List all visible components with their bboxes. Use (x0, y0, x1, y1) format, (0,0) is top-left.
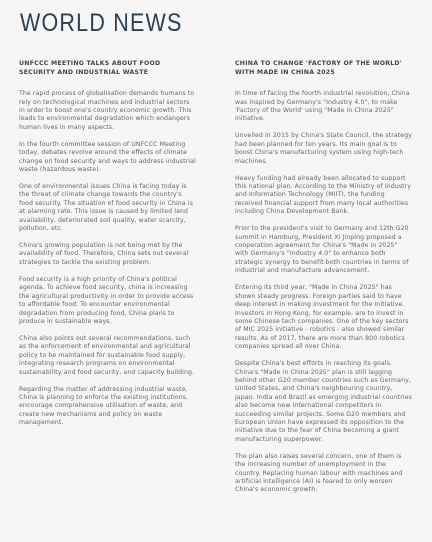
article-left-paragraph: One of environmental issues China is facing today is the threat of climate change towards the country's food security. The situation of food security in China is at alarming rate. This issue is caused by limited land availability, deteriorated soil quality, water scarcity, pollution, etc. (19, 183, 193, 233)
article-left (19, 60, 197, 436)
article-right-headline: CHINA TO CHANGE 'FACTORY OF THE WORLD' WITH MADE IN CHINA 2025 (235, 60, 402, 76)
article-right-paragraph: Prior to the president's visit to Germany and 12th G20 summit in Hamburg, President Xi Jinping proposed a cooperation agreement for China's "Made in 2025" with Germany's "Industry 4.0" to enhance both strategic synergy to benefit both countries in terms of industrial and manufacture advancement. (235, 225, 409, 275)
article-left-paragraph: China also points out several recommendations, such as the enforcement of environmental and agricultural policy to be maintained for sustainable food supply, integrating research programs on environmental sustainability and food security, and capacity building. (19, 334, 195, 376)
article-right-paragraph: Heavy funding had already been allocated to support this national plan. According to the Ministry of Industry and Information Technology (MIIT), the funding received financial support from many local authorities including China Development Bank. (235, 174, 412, 216)
article-left-paragraph: Regarding the matter of addressing industrial waste, China is planning to enforce the existing institutions, encourage comprehensive utilisation of waste, and create new mechanisms and policy on waste management. (19, 385, 189, 427)
article-right-paragraph: In time of facing the fourth industrial revolution, China was inspired by Germany's "Industry 4.0", to make 'Factory of the World' using "Made in China 2025" initiative. (235, 90, 410, 123)
article-right-paragraph: The plan also raises several concern, one of them is the increasing number of unemployment in the country. Replacing human labour with machines and artificial intelligence (AI) is feared to only worsen China's economic growth. (235, 452, 403, 494)
article-left-paragraph: The rapid process of globalisation demands humans to rely on technological machines and industrial sectors in order to boost one's country economic growth. This leads to environmental degradation which endangers human lives in many aspects. (19, 90, 195, 131)
article-right-paragraph: Despite China's best efforts in reaching its goals, China's "Made in China 2025" plan is still lagging behind other G20 member countries such as Germany, United States, and China's neighbouring country, Japan. India and Brazil as emerging industrial countries also become new international competitors in succeeding similar projects. Some G20 members and European Union have expressed its opposition to the initiative due to the fear of China becoming a giant manufacturing superpower. (235, 360, 412, 443)
article-right-paragraph: Entering its third year, "Made in China 2025" has shown steady progress. Foreign parties said to have deep interest in making investment for the initiative. Investors in Hong Kong, for example, are to invest in some Chinese tech companies. One of the key sectors of MIC 2025 initiative - robotics - also showed similar results. As of 2017, there are more than 800 robotics companies spread all over China. (235, 284, 409, 351)
masthead-title: WORLD NEWS (20, 9, 183, 37)
article-right (235, 60, 413, 503)
article-left-paragraph: Food security is a high priority of China's political agenda. To achieve food security, china is increasing the agricultural productivity in order to provide access to affordable food. To encounter environmental degradation from producing food, China plans to produce in sustainable ways. (19, 275, 194, 325)
article-left-paragraph: China's growing population is not being met by the availability of food. Therefore, China sets out several strategies to tackle the existing problem. (19, 242, 189, 266)
article-right-paragraph: Unveiled in 2015 by China's State Council, the strategy had been planned for ten years. Its main goal is to boost China's manufacturing system using high-tech machines. (235, 132, 412, 165)
article-left-paragraph: In the fourth committee session of UNFCCC Meeting today, debates revolve around the effects of climate change on food security and ways to address industrial waste (hazardous waste). (19, 140, 196, 174)
article-left-headline: UNFCCC MEETING TALKS ABOUT FOOD SECURITY AND INDUSTRIAL WASTE (19, 60, 161, 76)
